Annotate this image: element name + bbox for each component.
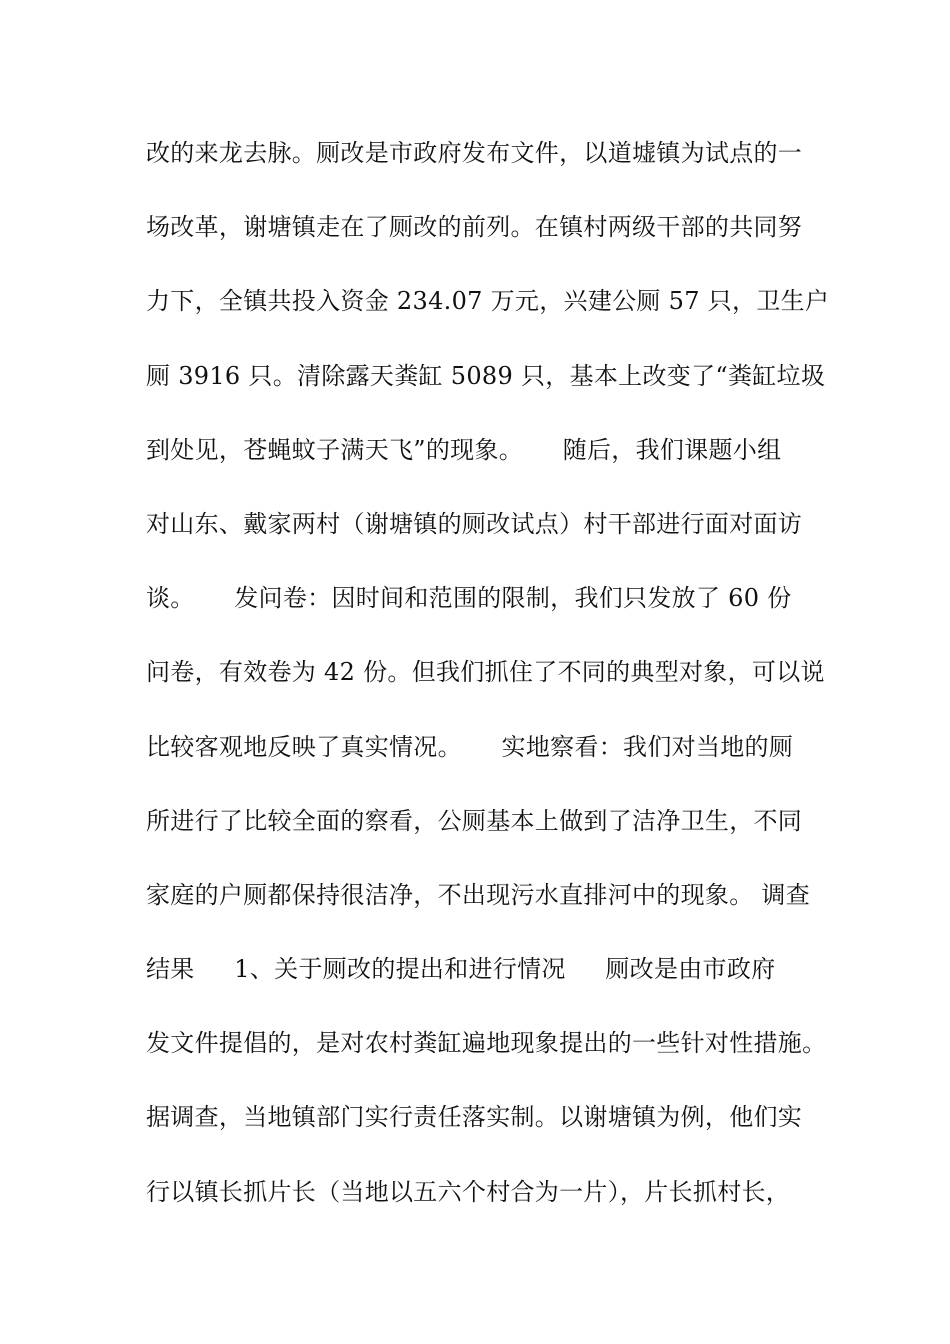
text-line: 比较客观地反映了真实情况。 实地察看：我们对当地的厕 — [146, 732, 794, 761]
text-line: 家庭的户厕都保持很洁净，不出现污水直排河中的现象。 调查 — [146, 880, 811, 909]
text-line: 场改革，谢塘镇走在了厕改的前列。在镇村两级干部的共同努 — [146, 213, 803, 242]
body-text — [146, 128, 846, 1241]
text-line: 行以镇长抓片长（当地以五六个村合为一片），片长抓村长， — [146, 1177, 791, 1206]
text-line: 问卷，有效卷为 42 份。但我们抓住了不同的典型对象，可以说 — [146, 658, 825, 687]
text-line: 改的来龙去脉。厕改是市政府发布文件，以道墟镇为试点的一 — [146, 139, 803, 167]
text-line: 发文件提倡的，是对农村粪缸遍地现象提出的一些针对性措施。 — [146, 1029, 827, 1058]
text-line: 谈。 发问卷：因时间和范围的限制，我们只发放了 60 份 — [146, 584, 792, 613]
text-line: 结果 1、关于厕改的提出和进行情况 厕改是由市政府 — [146, 955, 776, 984]
text-line: 到处见，苍蝇蚊子满天飞”的现象。 随后，我们课题小组 — [146, 435, 782, 464]
text-line: 厕 3916 只。清除露天粪缸 5089 只，基本上改变了“粪缸垃圾 — [146, 361, 826, 390]
text-line: 力下，全镇共投入资金 234.07 万元，兴建公厕 57 只，卫生户 — [146, 287, 830, 316]
text-line: 对山东、戴家两村（谢塘镇的厕改试点）村干部进行面对面访 — [146, 509, 803, 538]
text-line: 据调查，当地镇部门实行责任落实制。以谢塘镇为例，他们实 — [146, 1103, 803, 1132]
text-line: 所进行了比较全面的察看，公厕基本上做到了洁净卫生，不同 — [146, 806, 803, 835]
